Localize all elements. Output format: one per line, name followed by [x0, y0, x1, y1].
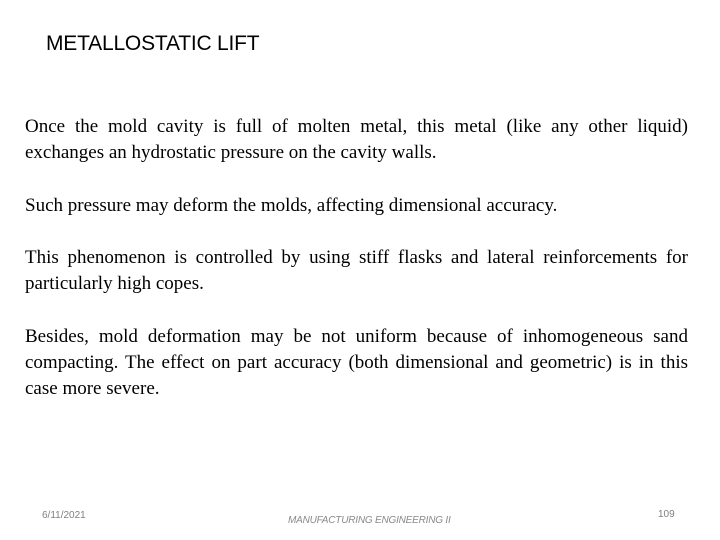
footer-date: 6/11/2021: [42, 510, 86, 521]
slide-title: METALLOSTATIC LIFT: [46, 32, 260, 55]
paragraph-non-uniform-deformation: Besides, mold deformation may be not uniform because of inhomogeneous sand compacting. The effect on part accuracy (both dimensional and geometric) is in this case more severe.: [25, 326, 688, 399]
footer-page-number: 109: [658, 509, 675, 520]
paragraph-stiff-flasks: This phenomenon is controlled by using stiff flasks and lateral reinforcements for particularly high copes.: [25, 247, 688, 294]
footer-course-title: MANUFACTURING ENGINEERING II: [288, 515, 451, 526]
paragraph-mold-deformation: Such pressure may deform the molds, affecting dimensional accuracy.: [25, 195, 558, 216]
paragraph-hydrostatic-pressure: Once the mold cavity is full of molten metal, this metal (like any other liquid) exchanges an hydrostatic pressure on the cavity walls.: [25, 116, 688, 163]
